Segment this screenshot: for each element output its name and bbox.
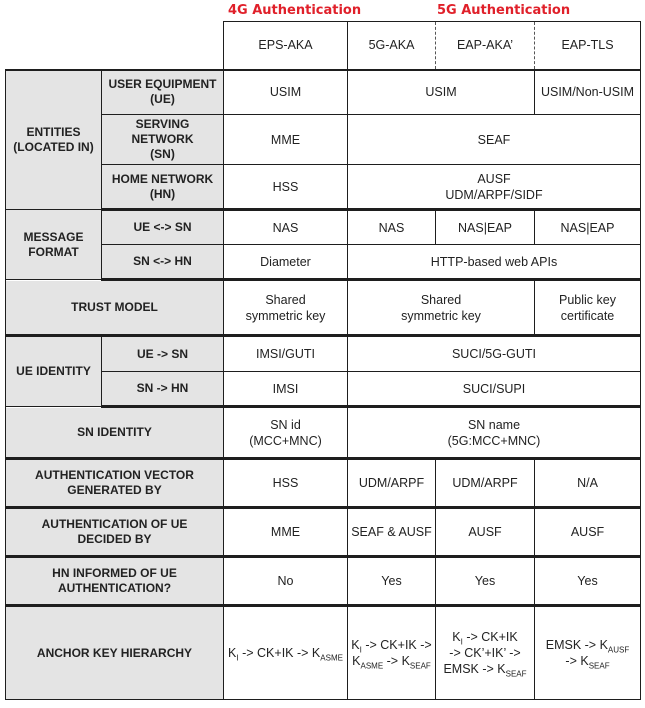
row-label-trust-model: TRUST MODEL <box>6 280 224 336</box>
cell-aue-5g-aka: SEAF & AUSF <box>348 508 436 557</box>
cell-av-eps: HSS <box>224 459 348 508</box>
cell-snid-5g: SN name (5G:MCC+MNC) <box>348 407 641 459</box>
sub-label-sn-to-hn: SN -> HN <box>102 372 224 407</box>
corner-blank <box>6 22 224 70</box>
sub-label-ue-sn: UE <-> SN <box>102 210 224 245</box>
row-label-message-format: MESSAGE FORMAT <box>6 210 102 280</box>
cell-ue-5g: USIM <box>348 70 535 115</box>
cell-anchor-eps: $K_I -> CK+IK -> K_{ASME}$ <box>224 606 348 700</box>
cell-snid-eps: SN id (MCC+MNC) <box>224 407 348 459</box>
cell-uid-ue-sn-eps: IMSI/GUTI <box>224 336 348 372</box>
cell-msg-sn-hn-eps: Diameter <box>224 245 348 280</box>
cell-msg-ue-sn-5g-aka: NAS <box>348 210 436 245</box>
cell-hni-5g-aka: Yes <box>348 557 436 606</box>
authentication-comparison-table <box>5 21 641 700</box>
row-label-anchor-key: ANCHOR KEY HIERARCHY <box>6 606 224 700</box>
cell-uid-ue-sn-5g: SUCI/5G-GUTI <box>348 336 641 372</box>
cell-aue-eap-aka: AUSF <box>436 508 535 557</box>
header-4g: 4G Authentication <box>228 3 362 18</box>
col-header-eap-aka-prime: EAP-AKA’ <box>436 22 535 70</box>
cell-aue-eap-tls: AUSF <box>535 508 641 557</box>
cell-hn-eps: HSS <box>224 165 348 210</box>
cell-anchor-5g-aka: $K_I -> CK+IK$ -> $K_{ASME} -> K_{SEAF}$ <box>348 606 436 700</box>
cell-msg-ue-sn-eps: NAS <box>224 210 348 245</box>
cell-ue-eps: USIM <box>224 70 348 115</box>
cell-av-eap-aka: UDM/ARPF <box>436 459 535 508</box>
sub-label-ue-to-sn: UE -> SN <box>102 336 224 372</box>
cell-trust-eps: Shared symmetric key <box>224 280 348 336</box>
cell-hn-5g: AUSF UDM/ARPF/SIDF <box>348 165 641 210</box>
cell-sn-5g: SEAF <box>348 115 641 165</box>
cell-sn-eps: MME <box>224 115 348 165</box>
row-label-entities: ENTITIES (LOCATED IN) <box>6 70 102 210</box>
cell-hni-eap-aka: Yes <box>436 557 535 606</box>
col-header-5g-aka: 5G-AKA <box>348 22 436 70</box>
cell-av-eap-tls: N/A <box>535 459 641 508</box>
cell-trust-tls: Public key certificate <box>535 280 641 336</box>
sub-label-sn: SERVING NETWORK (SN) <box>102 115 224 165</box>
col-header-eap-tls: EAP-TLS <box>535 22 641 70</box>
sub-label-hn: HOME NETWORK (HN) <box>102 165 224 210</box>
row-label-ue-identity: UE IDENTITY <box>6 336 102 407</box>
cell-anchor-eap-tls: EMSK -> $K_{AUSF}$ -> $K_{SEAF}$ <box>535 606 641 700</box>
cell-msg-ue-sn-eap-aka: NAS|EAP <box>436 210 535 245</box>
cell-uid-sn-hn-eps: IMSI <box>224 372 348 407</box>
cell-anchor-eap-aka: $K_I -> CK+IK$ -> CK’+IK’ -> EMSK -> $K_{SEAF}$ <box>436 606 535 700</box>
cell-hni-eps: No <box>224 557 348 606</box>
row-label-auth-vector: AUTHENTICATION VECTOR GENERATED BY <box>6 459 224 508</box>
col-header-eps-aka: EPS-AKA <box>224 22 348 70</box>
sub-label-sn-hn: SN <-> HN <box>102 245 224 280</box>
row-label-sn-identity: SN IDENTITY <box>6 407 224 459</box>
cell-ue-tls: USIM/Non-USIM <box>535 70 641 115</box>
row-label-auth-of-ue: AUTHENTICATION OF UE DECIDED BY <box>6 508 224 557</box>
cell-msg-sn-hn-5g: HTTP-based web APIs <box>348 245 641 280</box>
sub-label-ue: USER EQUIPMENT (UE) <box>102 70 224 115</box>
cell-hni-eap-tls: Yes <box>535 557 641 606</box>
row-label-hn-informed: HN INFORMED OF UE AUTHENTICATION? <box>6 557 224 606</box>
header-5g: 5G Authentication <box>437 3 571 18</box>
cell-uid-sn-hn-5g: SUCI/SUPI <box>348 372 641 407</box>
cell-trust-5g: Shared symmetric key <box>348 280 535 336</box>
cell-aue-eps: MME <box>224 508 348 557</box>
cell-av-5g-aka: UDM/ARPF <box>348 459 436 508</box>
cell-msg-ue-sn-eap-tls: NAS|EAP <box>535 210 641 245</box>
